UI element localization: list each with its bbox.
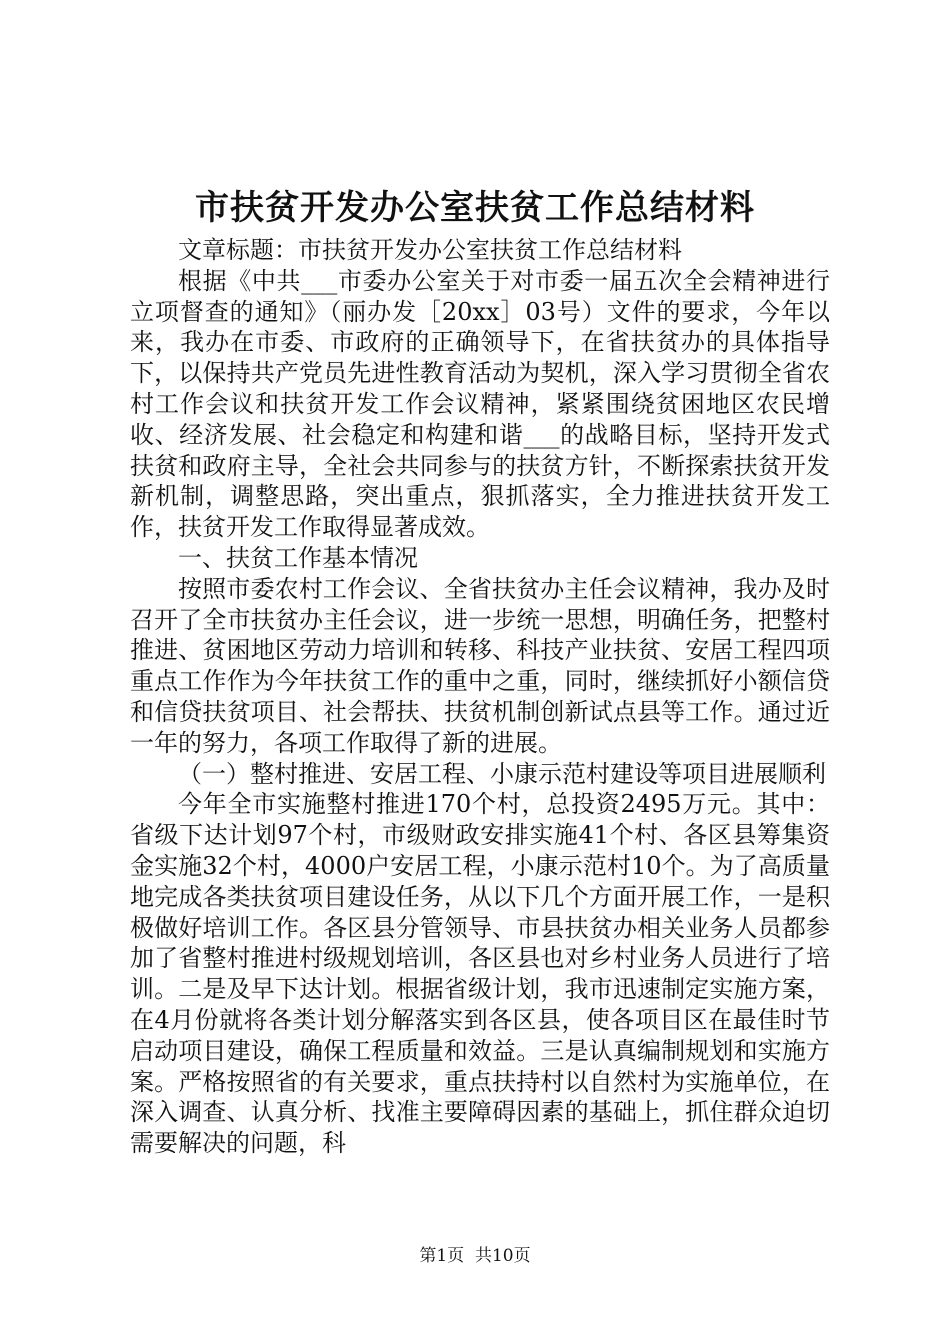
subsection-paragraph: 今年全市实施整村推进170个村，总投资2495万元。其中：省级下达计划97个村，市级财政安排实施41个村、各区县筹集资金实施32个村，4000户安居工程，小康示范村10个。为了高质量地完成各类扶贫项目建设任务，从以下几个方面开展工作，一是积极做好培训工作。各区县分管领导、市县扶贫办相关业务人员都参加了省整村推进村级规划培训，各区县也对乡村业务人员进行了培训。二是及早下达计划。根据省级计划，我市迅速制定实施方案，在4月份就将各类计划分解落实到各区县，使各项目区在最佳时节启动项目建设，确保工程质量和效益。三是认真编制规划和实施方案。严格按照省的有关要求，重点扶持村以自然村为实施单位，在深入调查、认真分析、找准主要障碍因素的基础上，抓住群众迫切需要解决的问题，科 [130, 790, 830, 1158]
subsection-heading: （一）整村推进、安居工程、小康示范村建设等项目进展顺利 [178, 759, 826, 788]
page-footer [0, 1244, 950, 1268]
document-body [130, 235, 830, 1159]
section-heading: 一、扶贫工作基本情况 [178, 543, 418, 572]
document-title: 市扶贫开发办公室扶贫工作总结材料 [195, 188, 755, 228]
page-number-label: 第1页 共10页 [419, 1246, 531, 1266]
intro-paragraph: 根据《中共___市委办公室关于对市委一届五次全会精神进行立项督查的通知》（丽办发［20xx］03号）文件的要求，今年以来，我办在市委、市政府的正确领导下，在省扶贫办的具体指导下，以保持共产党员先进性教育活动为契机，深入学习贯彻全省农村工作会议和扶贫开发工作会议精神，紧紧围绕贫困地区农民增收、经济发展、社会稳定和构建和谐___的战略目标，坚持开发式扶贫和政府主导，全社会共同参与的扶贫方针，不断探索扶贫开发新机制，调整思路，突出重点，狠抓落实，全力推进扶贫开发工作，扶贫开发工作取得显著成效。 [130, 266, 830, 542]
section-paragraph: 按照市委农村工作会议、全省扶贫办主任会议精神，我办及时召开了全市扶贫办主任会议，进一步统一思想，明确任务，把整村推进、贫困地区劳动力培训和转移、科技产业扶贫、安居工程四项重点工作作为今年扶贫工作的重中之重，同时，继续抓好小额信贷和信贷扶贫项目、社会帮扶、扶贫机制创新试点县等工作。通过近一年的努力，各项工作取得了新的进展。 [130, 574, 830, 757]
article-title-line: 文章标题：市扶贫开发办公室扶贫工作总结材料 [178, 236, 682, 264]
